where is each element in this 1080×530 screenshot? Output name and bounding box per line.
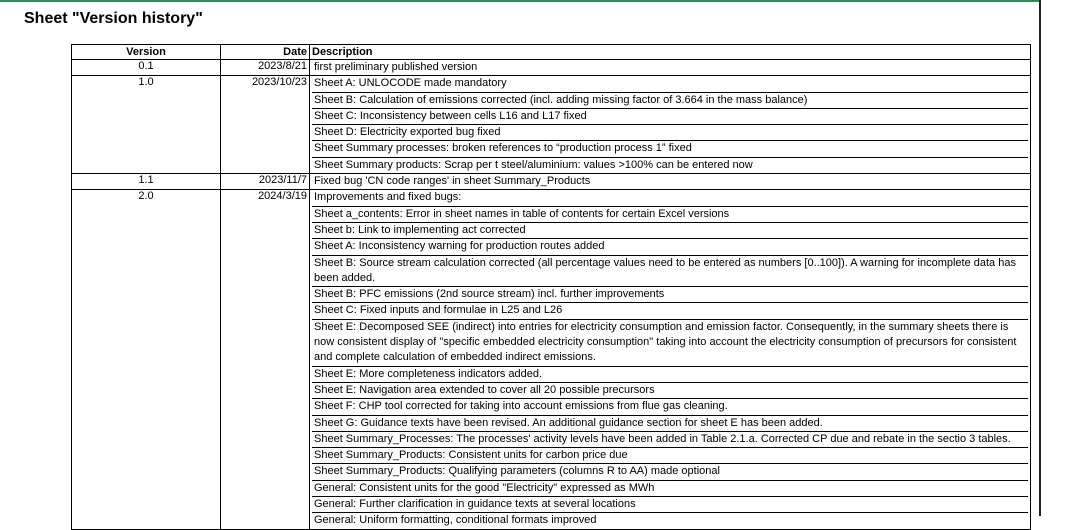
description-line: Sheet Summary processes: broken references to “production process 1” fixed (312, 140, 1028, 156)
description-line: Sheet D: Electricity exported bug fixed (312, 124, 1028, 140)
date-cell: 2023/8/21 (221, 60, 310, 76)
description-line: Sheet E: Decomposed SEE (indirect) into entries for electricity consumption and emission factor. Consequently, in the summary sheets there is now consistent display of "specific embedded electricity consumption" taking into account the electricity consumption of precursors for consistent and complete calculation of embedded indirect emissions. (312, 319, 1028, 366)
description-line: Sheet B: Calculation of emissions corrected (incl. adding missing factor of 3.664 in the mass balance) (312, 92, 1028, 108)
description-line: General: Uniform formatting, conditional formats improved (312, 512, 1028, 528)
version-cell: 2.0 (72, 190, 221, 529)
description-line: Sheet b: Link to implementing act corrected (312, 222, 1028, 238)
description-line: Fixed bug 'CN code ranges' in sheet Summary_Products (314, 175, 591, 188)
version-row (72, 60, 1031, 76)
description-cell (310, 190, 1031, 529)
description-line: Sheet A: Inconsistency warning for production routes added (312, 238, 1028, 254)
version-history-table (71, 44, 1031, 530)
description-line: Improvements and fixed bugs: (314, 191, 462, 204)
header-date: Date (221, 45, 310, 60)
description-line: Sheet B: PFC emissions (2nd source stream) incl. further improvements (312, 286, 1028, 302)
date-cell: 2024/3/19 (221, 190, 310, 529)
description-line: Sheet Summary_Products: Consistent units for carbon price due (312, 447, 1028, 463)
description-line: Sheet G: Guidance texts have been revised. An additional guidance section for sheet E has been added. (312, 415, 1028, 431)
description-line: Sheet Summary products: Scrap per t steel/aluminium: values >100% can be entered now (312, 157, 1028, 173)
description-cell (310, 60, 1031, 76)
description-cell (310, 76, 1031, 174)
header-version: Version (72, 45, 221, 60)
top-accent-line (0, 0, 1040, 2)
version-rows (72, 60, 1031, 530)
description-line: Sheet E: More completeness indicators added. (312, 366, 1028, 382)
description-line: Sheet Summary_Products: Qualifying parameters (columns R to AA) made optional (312, 463, 1028, 479)
version-row (72, 174, 1031, 190)
description-line: General: Consistent units for the good "Electricity" expressed as MWh (312, 480, 1028, 496)
header-row (72, 45, 1031, 60)
description-line: Sheet A: UNLOCODE made mandatory (314, 77, 507, 90)
description-line: Sheet F: CHP tool corrected for taking into account emissions from flue gas cleaning. (312, 398, 1028, 414)
version-cell: 1.0 (72, 76, 221, 174)
description-cell (310, 174, 1031, 190)
date-cell: 2023/10/23 (221, 76, 310, 174)
description-line: Sheet C: Fixed inputs and formulae in L25 and L26 (312, 302, 1028, 318)
version-cell: 1.1 (72, 174, 221, 190)
version-row (72, 76, 1031, 174)
description-line: first preliminary published version (314, 61, 478, 73)
version-row (72, 190, 1031, 529)
description-line: Sheet a_contents: Error in sheet names in table of contents for certain Excel versions (312, 206, 1028, 222)
sheet-right-border (1039, 0, 1041, 516)
version-cell: 0.1 (72, 60, 221, 76)
description-line: Sheet Summary_Processes: The processes' activity levels have been added in Table 2.1.a. Corrected CP due and rebate in the sectio 3 tables. (312, 431, 1028, 447)
description-line: Sheet C: Inconsistency between cells L16 and L17 fixed (312, 108, 1028, 124)
date-cell: 2023/11/7 (221, 174, 310, 190)
sheet-title: Sheet "Version history" (24, 10, 203, 27)
description-line: General: Further clarification in guidance texts at several locations (312, 496, 1028, 512)
description-line: Sheet E: Navigation area extended to cover all 20 possible precursors (312, 382, 1028, 398)
description-line: Sheet B: Source stream calculation corrected (all percentage values need to be entered as numbers [0..100]). A warning for incomplete data has been added. (312, 255, 1028, 287)
header-description: Description (310, 45, 1031, 60)
